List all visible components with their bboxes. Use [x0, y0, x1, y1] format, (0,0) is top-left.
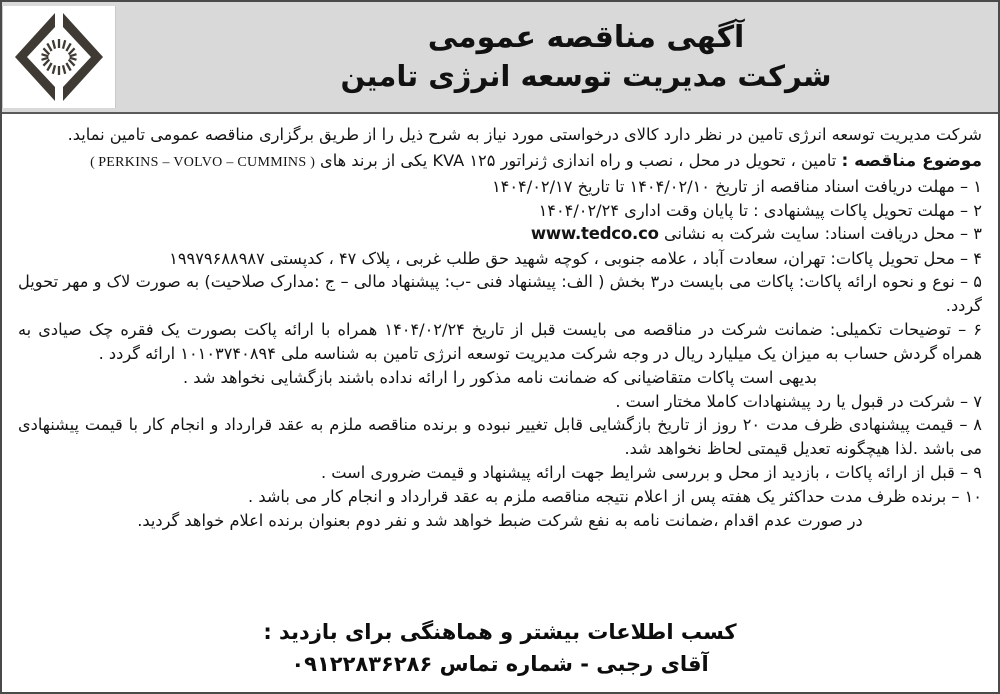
tedco-diamond-logo: [11, 7, 107, 107]
documents-source-label: ۳ – محل دریافت اسناد: سایت شرکت به نشانی: [663, 224, 982, 244]
company-logo-box: [2, 6, 116, 108]
intro-paragraph: شرکت مدیریت توسعه انرژی تامین در نظر دارد کالای درخواستی مورد نیاز به شرح ذیل را از طریق برگزاری مناقصه عمومی تامین نماید.: [67, 125, 982, 144]
tender-subject-label: موضوع مناقصه :: [841, 150, 982, 171]
list-item: ۴ – محل تحویل پاکات: تهران، سعادت آباد ، علامه جنوبی ، کوچه شهید حق طلب غربی ، پلاک ۴۷ ، کدپستی ۱۹۹۷۹۶۸۸۹۸۷: [169, 248, 982, 268]
list-item: ۲ – مهلت تحویل پاکات پیشنهادی : تا پایان وقت اداری ۱۴۰۴/۰۲/۲۴: [538, 200, 982, 220]
guarantee-note: بدیهی است پاکات متقاضیانی که ضمانت نامه مذکور را ارائه نداده باشند بازگشایی نخواهد شد .: [182, 367, 818, 387]
list-item: ۱۰ – برنده ظرف مدت حداکثر یک هفته پس از اعلام نتیجه مناقصه ملزم به عقد قرارداد و انجام کار می باشد .: [248, 486, 982, 506]
forfeiture-note: در صورت عدم اقدام ،ضمانت نامه به نفع شرکت ضبط خواهد شد و نفر دوم بعنوان برنده اعلام خواهد گردید.: [137, 510, 863, 530]
announcement-body: [2, 114, 998, 613]
tender-subject-line: [18, 149, 982, 174]
list-item: ۶ – توضیحات تکمیلی: ضمانت شرکت در مناقصه می بایست قبل از تاریخ ۱۴۰۴/۰۲/۲۴ همراه با ارائه پاکت بصورت یک فقره چک صیادی به همراه گردش حساب به میزان یک میلیارد ریال در وجه شرکت مدیریت توسعه انرژی تامین به شناسه ملی ۱۰۱۰۳۷۴۰۸۹۴ ارائه گردد .: [18, 320, 982, 363]
tender-subject-text: تامین ، تحویل در محل ، نصب و راه اندازی ژنراتور ۱۲۵ KVA یکی از برند های: [320, 150, 837, 170]
contact-person-and-phone: آقای رجبی - شماره تماس ۰۹۱۲۲۸۳۶۲۸۶: [291, 651, 709, 676]
generator-brands: ( PERKINS – VOLVO – CUMMINS ): [90, 154, 315, 170]
company-website-link[interactable]: www.tedco.co: [530, 224, 659, 244]
list-item: ۹ – قبل از ارائه پاکات ، بازدید از محل و بررسی شرایط جهت ارائه پیشنهاد و قیمت ضروری است .: [320, 462, 982, 482]
list-item: ۱ – مهلت دریافت اسناد مناقصه از تاریخ ۱۴۰۴/۰۲/۱۰ تا تاریخ ۱۴۰۴/۰۲/۱۷: [491, 176, 982, 196]
contact-footer: [2, 613, 998, 692]
list-item: ۵ – نوع و نحوه ارائه پاکات: پاکات می بایست در۳ بخش ( الف: پیشنهاد فنی -ب: پیشنهاد مالی – ج :مدارک صلاحیت) به صورت لاک و مهر تحویل گردد.: [18, 272, 982, 316]
list-item: ۷ – شرکت در قبول یا رد پیشنهادات کاملا مختار است .: [615, 391, 982, 411]
company-name: شرکت مدیریت توسعه انرژی تامین: [340, 58, 832, 93]
header-titles: [134, 2, 998, 112]
page-title: آگهی مناقصه عمومی: [427, 20, 745, 56]
contact-prompt: کسب اطلاعات بیشتر و هماهنگی برای بازدید :: [263, 620, 737, 644]
list-item: [18, 222, 982, 246]
page-header: [2, 2, 998, 114]
list-item: ۸ – قیمت پیشنهادی ظرف مدت ۲۰ روز از تاریخ بازگشایی قابل تغییر نبوده و برنده مناقصه ملزم به عقد قرارداد و انجام کار با قیمت پیشنهادی می باشد .لذا هیچگونه تعدیل قیمتی لحاظ نخواهد شد.: [18, 415, 982, 459]
